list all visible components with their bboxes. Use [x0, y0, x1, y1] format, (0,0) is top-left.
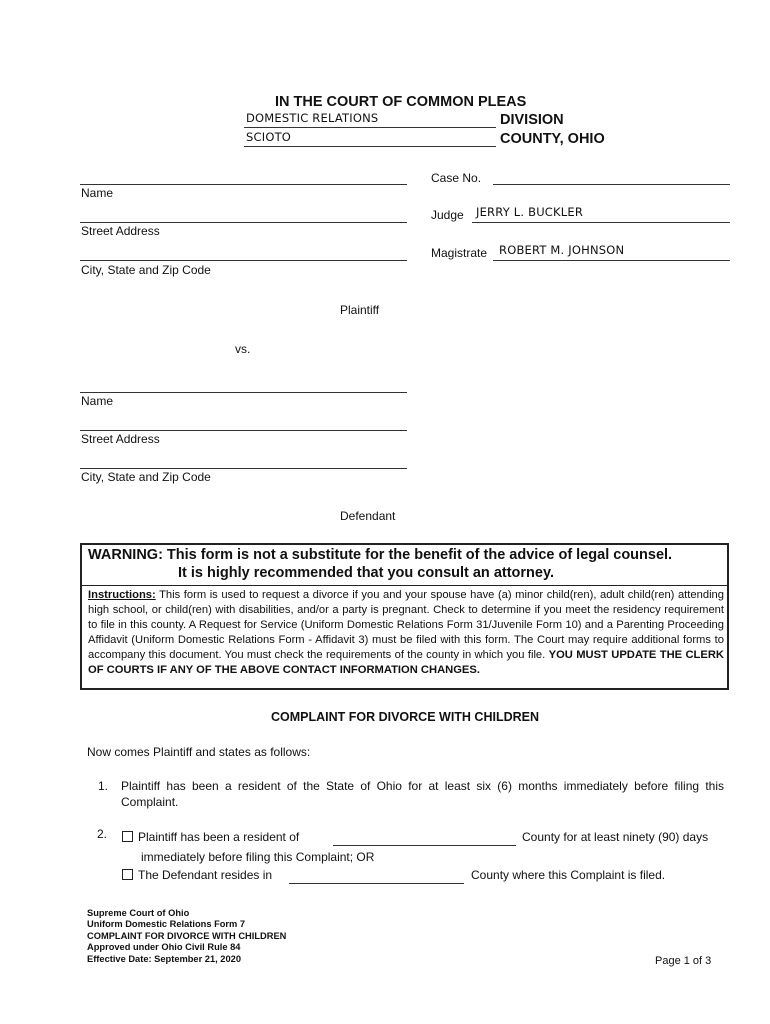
judge-underline [472, 222, 730, 223]
county-label: COUNTY, OHIO [500, 131, 605, 147]
option-b-suffix: County where this Complaint is filed. [471, 868, 666, 882]
defendant-name-field[interactable] [80, 392, 407, 393]
defendant-city-field[interactable] [80, 468, 407, 469]
plaintiff-name-label: Name [81, 186, 114, 200]
defendant-name-label: Name [81, 394, 114, 408]
instructions-label: Instructions: [88, 589, 156, 601]
versus-label: vs. [235, 342, 251, 356]
residence-defendant-checkbox[interactable] [122, 869, 133, 880]
defendant-role: Defendant [340, 509, 396, 523]
division-label: DIVISION [500, 112, 564, 128]
division-field[interactable]: DOMESTIC RELATIONS [246, 111, 379, 125]
magistrate-label: Magistrate [431, 246, 488, 260]
warning-line-1: WARNING: This form is not a substitute for the benefit of the advice of legal counsel. [88, 547, 673, 563]
court-title: IN THE COURT OF COMMON PLEAS [275, 94, 527, 110]
option-b-prefix: The Defendant resides in [138, 868, 273, 882]
warning-line-2: It is highly recommended that you consult an attorney. [178, 565, 554, 581]
form-footer [87, 908, 286, 965]
plaintiff-city-label: City, State and Zip Code [81, 263, 211, 277]
footer-line-1: Supreme Court of Ohio [87, 908, 190, 918]
option-a-prefix: Plaintiff has been a resident of [138, 830, 300, 844]
instructions-bold-notice: YOU MUST UPDATE THE CLERK OF COURTS IF ANY OF THE ABOVE CONTACT INFORMATION CHANGES. [88, 648, 724, 676]
defendant-street-field[interactable] [80, 430, 407, 431]
footer-line-4: Approved under Ohio Civil Rule 84 [87, 942, 241, 953]
plaintiff-city-field[interactable] [80, 260, 407, 261]
county-field[interactable]: SCIOTO [246, 130, 292, 144]
judge-field[interactable]: JERRY L. BUCKLER [476, 205, 584, 219]
case-no-field[interactable] [493, 184, 730, 185]
residence-plaintiff-checkbox[interactable] [122, 831, 133, 842]
defendant-street-label: Street Address [81, 432, 160, 446]
division-underline [244, 127, 496, 128]
page-number: Page 1 of 3 [655, 955, 712, 967]
plaintiff-name-field[interactable] [80, 184, 407, 185]
plaintiff-role: Plaintiff [340, 303, 380, 317]
county-underline [244, 146, 496, 147]
magistrate-field[interactable]: ROBERT M. JOHNSON [499, 243, 625, 257]
defendant-city-label: City, State and Zip Code [81, 470, 211, 484]
item-1-number: 1. [98, 779, 109, 793]
warning-box [80, 543, 729, 690]
instructions-text [88, 588, 724, 677]
item-1-text: Plaintiff has been a resident of the State of Ohio for at least six (6) months immediately before filing this Complaint. [121, 779, 724, 809]
option-a-continuation: immediately before filing this Complaint; OR [141, 850, 375, 864]
item-2-number: 2. [97, 827, 108, 841]
plaintiff-street-label: Street Address [81, 224, 160, 238]
complaint-intro: Now comes Plaintiff and states as follows: [87, 745, 311, 759]
judge-label: Judge [431, 208, 464, 222]
complaint-title: COMPLAINT FOR DIVORCE WITH CHILDREN [270, 710, 540, 724]
footer-line-5: Effective Date: September 21, 2020 [87, 953, 241, 964]
option-a-suffix: County for at least ninety (90) days [522, 830, 709, 844]
footer-line-3: COMPLAINT FOR DIVORCE WITH CHILDREN [87, 930, 287, 941]
plaintiff-street-field[interactable] [80, 222, 407, 223]
defendant-county-field[interactable] [289, 883, 464, 884]
plaintiff-county-field[interactable] [333, 845, 516, 846]
case-no-label: Case No. [431, 171, 482, 185]
magistrate-underline [493, 260, 730, 261]
footer-line-2: Uniform Domestic Relations Form 7 [87, 919, 246, 930]
instructions-body: This form is used to request a divorce if you and your spouse have (a) minor child(ren), adult child(ren) attending high school, or child(ren) with disabilities, and/or a party is pregnant. Check to determine if you meet the residency requirement to file in this county. A Request for Service (Uniform Domestic Relations Form 31/Juvenile Form 10) and a Parenting Proceeding Affidavit (Uniform Domestic Relations Form - Affidavit 3) must be filed with this form. The Court may require additional forms to accompany this document. You must check the requirements of the county in which you file. [88, 589, 724, 661]
warning-header [82, 545, 727, 586]
